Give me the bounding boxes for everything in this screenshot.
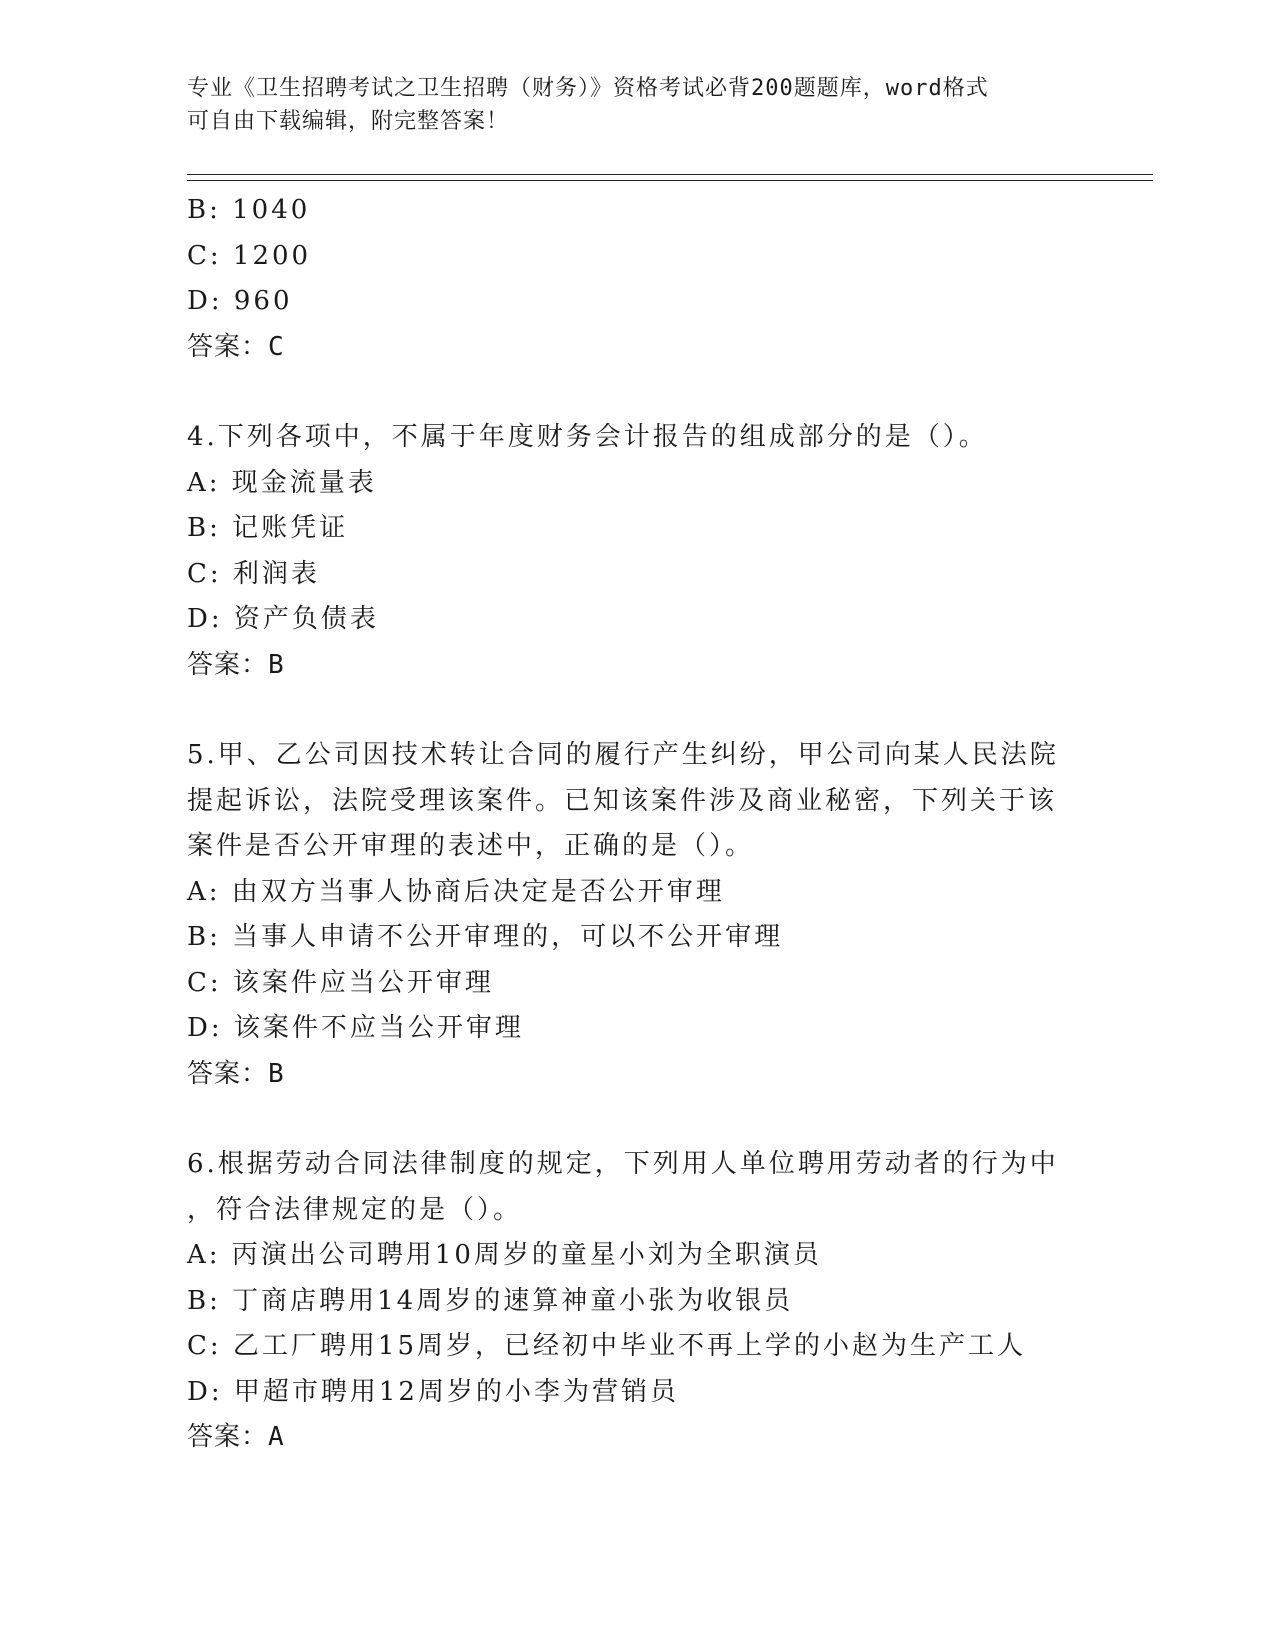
question-stem: 提起诉讼，法院受理该案件。已知该案件涉及商业秘密，下列关于该 [187, 785, 1058, 816]
question-list [187, 188, 1087, 1461]
option-c: C: 利润表 [187, 558, 320, 589]
header-divider-top [187, 174, 1153, 175]
question-6 [187, 1142, 1087, 1461]
answer-line: 答案：C [187, 331, 285, 362]
option-a: A: 丙演出公司聘用10周岁的童星小刘为全职演员 [187, 1240, 822, 1270]
question-3-tail [187, 188, 1087, 370]
option-b: B: 记账凭证 [187, 513, 349, 543]
option-d: D: 资产负债表 [187, 604, 379, 634]
answer-line: 答案：B [187, 1058, 285, 1089]
question-stem: ，符合法律规定的是（）。 [187, 1194, 523, 1225]
option-b: B: 1040 [187, 195, 311, 225]
option-d: D: 该案件不应当公开审理 [187, 1013, 524, 1043]
header-line-1: 专业《卫生招聘考试之卫生招聘（财务）》资格考试必背200题题库，word格式 [187, 76, 989, 101]
option-d: D: 960 [187, 286, 293, 316]
option-b: B: 丁商店聘用14周岁的速算神童小张为收银员 [187, 1285, 794, 1316]
question-stem: 6.根据劳动合同法律制度的规定，下列用人单位聘用劳动者的行为中 [187, 1149, 1059, 1179]
question-stem: 案件是否公开审理的表述中，正确的是（）。 [187, 831, 755, 861]
question-stem: 5.甲、乙公司因技术转让合同的履行产生纠纷，甲公司向某人民法院 [187, 740, 1059, 770]
spacer [187, 370, 1087, 415]
option-b: B: 当事人申请不公开审理的，可以不公开审理 [187, 922, 784, 952]
document-header [187, 72, 1067, 138]
spacer [187, 688, 1087, 733]
question-stem: 4.下列各项中，不属于年度财务会计报告的组成部分的是（）。 [187, 422, 988, 452]
option-c: C: 该案件应当公开审理 [187, 967, 494, 998]
option-a: A: 由双方当事人协商后决定是否公开审理 [187, 876, 725, 907]
question-4 [187, 415, 1087, 688]
spacer [187, 1097, 1087, 1142]
header-divider-bottom [187, 180, 1153, 181]
answer-line: 答案：B [187, 649, 285, 680]
option-d: D: 甲超市聘用12周岁的小李为营销员 [187, 1376, 679, 1407]
option-c: C: 1200 [187, 240, 312, 271]
option-c: C: 乙工厂聘用15周岁，已经初中毕业不再上学的小赵为生产工人 [187, 1331, 1027, 1361]
question-5 [187, 733, 1087, 1097]
answer-line: 答案：A [187, 1422, 285, 1452]
option-a: A: 现金流量表 [187, 467, 377, 498]
header-line-2: 可自由下载编辑，附完整答案！ [187, 109, 510, 134]
